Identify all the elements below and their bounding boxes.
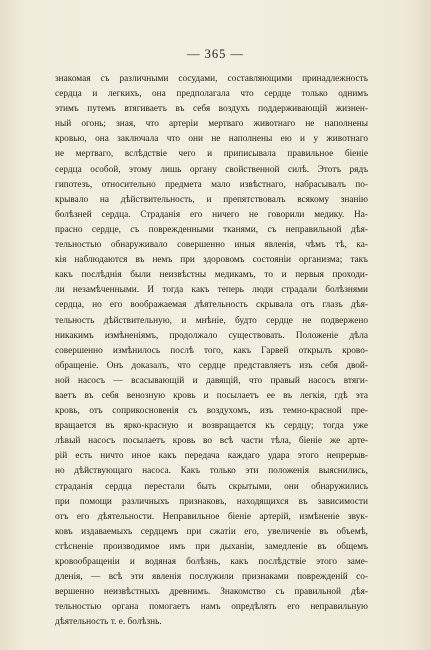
text-line: сердца, но его воображаемая дѣятельность скрывала отъ глазъ дѣя- [55,300,368,311]
text-line: ковъ издаваемыхъ сердцемъ при сжатіи его, увеличеніе въ объемѣ, [55,526,368,537]
body-text [55,72,368,630]
text-line: болѣзней сердца. Страданія его ничего не говорили медику. На- [55,209,368,220]
text-line: этимъ путемъ втягиваетъ въ себя воздухъ поддерживающій жизнен- [55,104,368,115]
text-line: кровообращеніи и водяная болѣзнь, какъ послѣдствіе этого заме- [55,557,368,567]
text-line: прасно сердце, съ поврежденными тканями, съ неправильной дѣя- [55,224,368,235]
text-line: кровью, она заключала что они не наполнены ею и у животнаго [55,134,368,145]
text-line: вершенно неизвѣстныхъ древнимъ. Знакомство съ правильной дѣя- [55,587,368,598]
text-line: тельностью органа помогаетъ намъ опредѣлять его неправильную [55,602,368,613]
text-line: знакомая съ различными сосудами, составляющими принадлежность [55,74,368,84]
text-line: но дѣйствующаго насоса. Какъ только эти положенія выяснились, [55,466,368,477]
text-line: крывало на дѣйствительность, и препятствовалъ всякому знанію [55,194,368,205]
text-line: тельностью обнаруживало совершенно иныя явленія, чѣмъ тѣ, ка- [55,240,368,251]
text-line: ваетъ въ себя венозную кровь и посылаетъ ее въ легкія, гдѣ эта [55,390,368,401]
text-line: совершенно измѣнилось послѣ того, какъ Гарвей открылъ крово- [55,345,368,356]
text-line: лѣвый насосъ посылаетъ кровь во всѣ части тѣла, біеніе же арте- [55,436,368,447]
text-line: вращается въ ярко-красную и возвращается къ сердцу; тогда уже [55,421,368,432]
text-line: тельность дѣйствительную, и мнѣніе, будто сердце не подвержено [55,315,368,326]
text-line: не мертваго, вслѣдствіе чего и приписывала правильное біеніе [55,149,368,160]
text-line: дѣятельность т. е. болѣзнь. [55,617,162,628]
text-line: кія наблюдаются въ немъ при здоровомъ состояніи организма; такъ [55,255,368,266]
text-line: ли незамѣченными. И тогда какъ теперь люди страдали болѣзнями [55,285,368,296]
page-number: — 365 — [187,47,244,61]
text-line: никакимъ измѣненіямъ, продолжало существовать. Положеніе дѣла [55,330,368,341]
text-line: ный огонь; зная, что артеріи мертваго животнаго не наполнены [55,119,368,130]
text-line: гипотезъ, относительно предмета мало извѣстнаго, набрасывалъ по- [55,179,368,190]
text-line: ной насосъ — всасывающій и давящій, что правый насосъ втяги- [55,375,368,386]
text-line: отъ его дѣятельности. Неправильное біеніе артерій, измѣненіе звук- [55,511,368,522]
text-line: сердца особой, этому лишь органу свойственной силѣ. Этотъ рядъ [55,164,368,175]
text-line: страданія сердца перестали быть скрытыми, они обнаружились [55,481,368,492]
text-line: обращеніе. Онъ доказалъ, что сердце представляетъ изъ себя двой- [55,360,368,371]
text-line: дленія, — всѣ эти явленія послужили признаками поврежденій со- [55,572,368,583]
text-line: какъ послѣднія были неизвѣстны медикамъ, то и первыя проходи- [55,270,368,281]
text-line: рій есть ничто иное какъ передача каждаго удара этого непрерыв- [55,451,368,462]
text-line: при помощи различныхъ признаковъ, находящихся въ зависимости [55,496,368,507]
text-line: стѣсненіе производимое имъ при дыханіи, замедленіе въ общемъ [55,541,368,552]
text-line: сердца и легкихъ, она предполагала что сердце только однимъ [55,89,368,100]
text-line: кровь, отъ соприкосновенія съ воздухомъ, изъ темно-красной пре- [55,406,368,417]
